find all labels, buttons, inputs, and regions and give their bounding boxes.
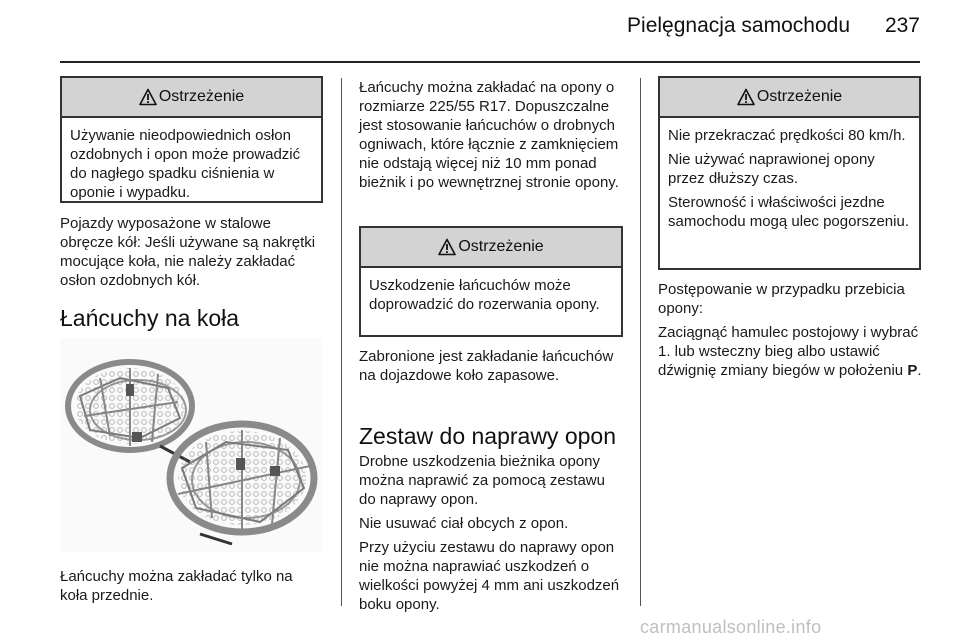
warning-triangle-icon [737,88,755,106]
paragraph-text: Nie usuwać ciał obcych z opon. [359,515,569,532]
chain-left [68,362,192,462]
warning-title: Ostrzeżenie [756,88,843,105]
warning-text: Sterowność i właściwości jezdne samochodu mogą ulec pogorszeniu. [668,194,909,230]
paragraph-chain-size [359,78,623,197]
page-number: 237 [884,14,920,37]
warning-box-chain-damage [359,226,623,337]
paragraph-text: Pojazdy wyposażone w stalowe obręcze kół: Jeśli używane są nakrętki mocujące koła, nie należy zakładać osłon ozdobnych kół. [60,215,316,289]
warning-title: Ostrzeżenie [458,238,544,255]
paragraph-text: Drobne uszkodzenia bieżnika opony można naprawić za pomocą zestawu do naprawy opon. [359,453,605,508]
section-heading-tire-repair-kit: Zestaw do naprawy opon [359,423,616,449]
watermark: carmanualsonline.info [640,617,822,637]
warning-body [62,118,321,213]
gear-position-label: P [907,362,918,379]
snow-chains-drawing [60,338,322,552]
paragraph-text: Zaciągnąć hamulec postojowy i wybrać 1. lub wsteczny bieg albo ustawić dźwignię zmiany biegów w położeniu [658,324,919,379]
paragraph-spare-wheel [359,347,623,390]
figure-caption [60,567,322,610]
header-divider [60,61,920,63]
warning-header [660,78,919,118]
repair-kit-paragraphs [359,452,625,619]
puncture-procedure [658,280,923,385]
warning-text: Używanie nieodpowiednich osłon ozdobnych i opon może prowadzić do nagłego spadku ciśnienia w oponie i wypadku. [70,127,301,201]
chain-right [170,424,314,544]
caption-text: Łańcuchy można zakładać tylko na koła przednie. [60,568,293,604]
section-heading-snow-chains: Łańcuchy na koła [60,305,240,331]
snow-chains-illustration [60,338,322,552]
paragraph-parking-brake [658,323,923,380]
warning-triangle-icon [139,88,157,106]
paragraph-text: Zabronione jest zakładanie łańcuchów na dojazdowe koło zapasowe. [359,348,614,384]
paragraph-text: Przy użyciu zestawu do naprawy opon nie można naprawiać uszkodzeń o wielkości powyżej 4 mm ani uszkodzeń boku opony. [359,539,620,613]
warning-body [361,268,621,325]
warning-text: Uszkodzenie łańcuchów może doprowadzić do rozerwania opony. [369,277,600,313]
warning-box-speed [658,76,921,270]
warning-body [660,118,919,242]
column-divider-1 [341,78,342,606]
warning-triangle-icon [438,238,456,256]
warning-box-hubcaps [60,76,323,203]
warning-header [361,228,621,268]
warning-title: Ostrzeżenie [158,88,245,105]
warning-text: Nie używać naprawionej opony przez dłuższy czas. [668,151,875,187]
paragraph-text: Postępowanie w przypadku przebicia opony: [658,281,905,317]
page-header-title: Pielęgnacja samochodu [627,14,850,37]
paragraph-steel-rims [60,214,322,295]
column-divider-2 [640,78,641,606]
warning-text: Nie przekraczać prędkości 80 km/h. [668,127,906,144]
paragraph-text: Łańcuchy można zakładać na opony o rozmiarze 225/55 R17. Dopuszczalne jest stosowanie łańcuchów o drobnych ogniwach, które łącznie z zamknięciem nie odstają więcej niż 10 mm ponad bieżnik i po wewnętrznej stronie opony. [359,79,619,191]
paragraph-text: . [917,362,922,379]
warning-header [62,78,321,118]
